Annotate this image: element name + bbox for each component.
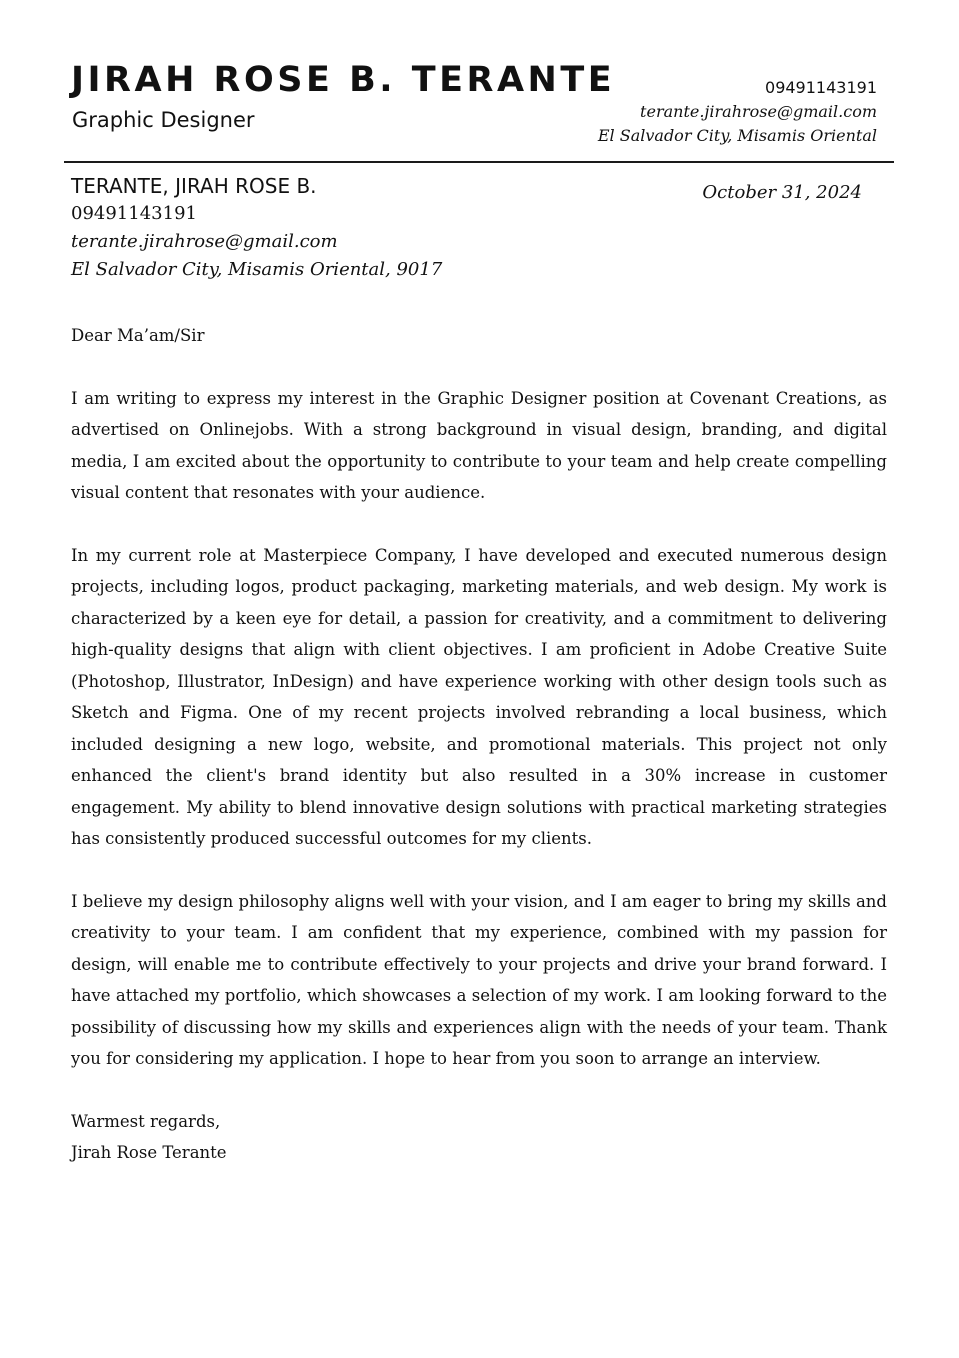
header-contact-block [598, 76, 877, 148]
valediction: Warmest regards, [71, 1111, 221, 1131]
letter-date: October 31, 2024 [702, 182, 862, 203]
sender-address: El Salvador City, Misamis Oriental, 9017 [71, 259, 443, 280]
sender-block [71, 172, 442, 284]
body-paragraph-3: I believe my design philosophy aligns well with your vision, and I am eager to bring my skills and creativity to your team. I am confident that my experience, combined with my passion for design, will enable me to contribute effectively to your projects and drive your brand forward. I have attached my portfolio, which showcases a selection of my work. I am looking forward to the possibility of discussing how my skills and experiences align with the needs of your team. Thank you for considering my application. I hope to hear from you soon to arrange an interview. [71, 891, 887, 1068]
job-title: Graphic Designer [72, 108, 255, 132]
header-address: El Salvador City, Misamis Oriental [597, 126, 877, 145]
body-paragraph-2: In my current role at Masterpiece Company, I have developed and executed numerous design projects, including logos, product packaging, marketing materials, and web design. My work is characterized by a keen eye for detail, a passion for creativity, and a commitment to delivering high-quality designs that align with client objectives. I am proficient in Adobe Creative Suite (Photoshop, Illustrator, InDesign) and have experience working with other design tools such as Sketch and Figma. One of my recent projects involved rebranding a local business, which included designing a new logo, website, and promotional materials. This project not only enhanced the client's brand identity but also resulted in a 30% increase in customer engagement. My ability to blend innovative design solutions with practical marketing strategies has consistently produced successful outcomes for my clients. [71, 545, 887, 848]
signature-name: Jirah Rose Terante [71, 1143, 227, 1162]
letter-body [71, 320, 887, 1169]
closing-block [71, 1106, 887, 1169]
sender-email: terante.jirahrose@gmail.com [71, 231, 338, 252]
header-divider [64, 161, 894, 163]
sender-phone: 09491143191 [71, 203, 197, 224]
header-email: terante.jirahrose@gmail.com [640, 102, 877, 121]
body-paragraph-1: I am writing to express my interest in the Graphic Designer position at Covenant Creations, as advertised on Onlinejobs. With a strong background in visual design, branding, and digital media, I am excited about the opportunity to contribute to your team and help create compelling visual content that resonates with your audience. [71, 388, 887, 502]
header-phone: 09491143191 [765, 78, 877, 97]
applicant-name-heading: JIRAH ROSE B. TERANTE [71, 60, 616, 100]
sender-name: TERANTE, JIRAH ROSE B. [71, 174, 317, 198]
salutation: Dear Ma’am/Sir [71, 326, 205, 345]
